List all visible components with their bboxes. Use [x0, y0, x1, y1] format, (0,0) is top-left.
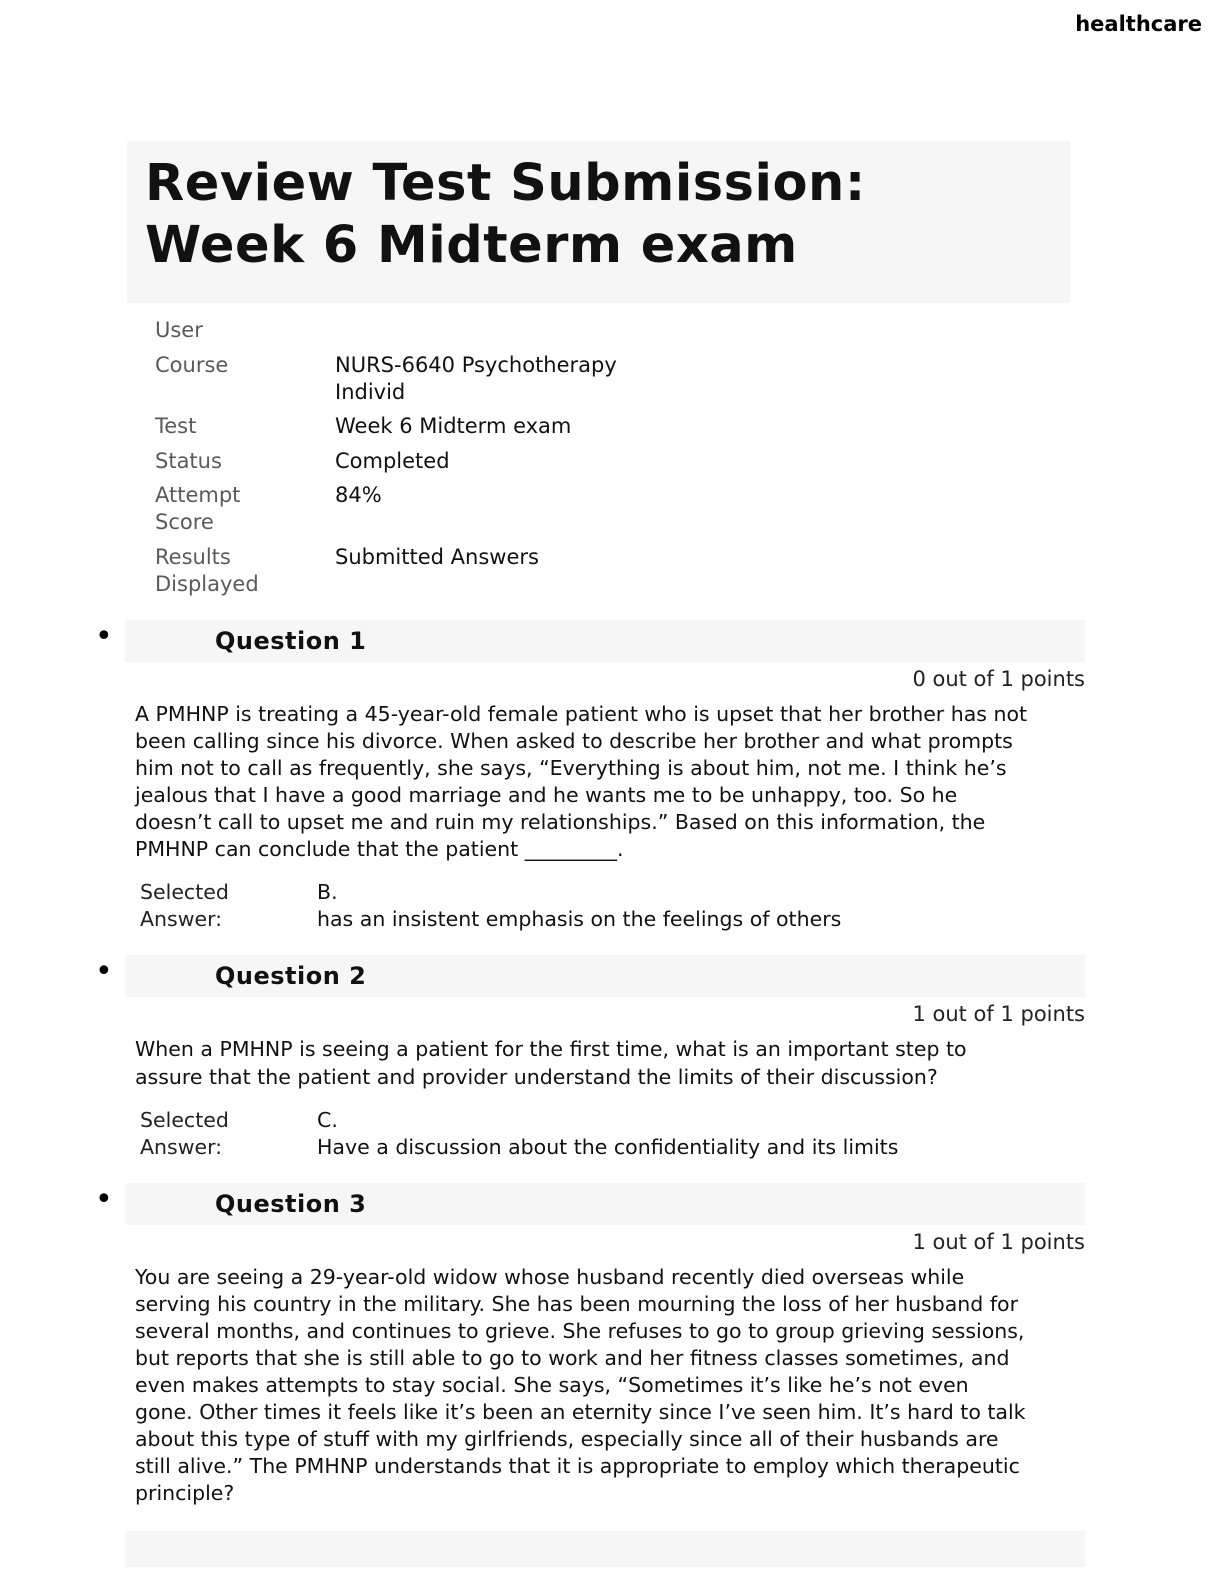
meta-label: Results Displayed	[155, 544, 259, 596]
question-header	[125, 1183, 1085, 1225]
selected-answer-value	[317, 1107, 898, 1161]
bullet-icon: •	[95, 1181, 113, 1217]
page-title-line-2: Week 6 Midterm exam	[145, 216, 798, 276]
question-points: 0 out of 1 points	[912, 667, 1085, 692]
selected-answer-row	[140, 879, 1224, 933]
answer-letter: B.	[317, 880, 338, 905]
next-question-header-partial	[125, 1531, 1085, 1567]
meta-value: Submitted Answers	[335, 544, 539, 569]
watermark: healthcare	[1075, 12, 1202, 36]
meta-value: Week 6 Midterm exam	[335, 414, 572, 439]
page-title-line-1: Review Test Submission:	[145, 154, 866, 213]
meta-row-attempt-score	[155, 482, 1224, 537]
meta-label: Status	[155, 448, 222, 473]
meta-row-results-displayed	[155, 544, 1224, 599]
question-header	[125, 620, 1085, 662]
question-title: Question 2	[215, 962, 367, 991]
meta-row-course	[155, 352, 1224, 407]
bullet-icon: •	[95, 619, 113, 655]
meta-value: NURS-6640 Psychotherapy Individ	[335, 352, 617, 405]
question-section-2	[95, 955, 1224, 1160]
question-title: Question 3	[215, 1189, 367, 1218]
answer-text: Have a discussion about the confidentiality and its limits	[317, 1134, 899, 1159]
question-section-1	[95, 620, 1224, 933]
meta-label: Test	[155, 414, 197, 439]
selected-answer-label: Selected Answer:	[140, 880, 229, 932]
selected-answer-label: Selected Answer:	[140, 1107, 229, 1159]
question-title: Question 1	[215, 627, 367, 656]
meta-row-user	[155, 317, 1224, 344]
question-body: When a PMHNP is seeing a patient for the first time, what is an important step to assure that the patient and provider understand the limits of their discussion?	[135, 1037, 967, 1089]
meta-label: User	[155, 318, 203, 343]
meta-label: Attempt Score	[155, 482, 241, 535]
question-section-3	[95, 1183, 1224, 1507]
answer-text: has an insistent emphasis on the feelings of others	[317, 907, 842, 932]
question-points: 1 out of 1 points	[912, 1229, 1085, 1254]
question-body: A PMHNP is treating a 45-year-old female patient who is upset that her brother has not been calling since his divorce. When asked to describe her brother and what prompts him not to call as frequently, she says, “Everything is about him, not me. I think he’s jealous that I have a good marriage and he wants me to be unhappy, too. So he doesn’t call to upset me and ruin my relationships.” Based on this information, the PMHNP can conclude that the patient _________.	[135, 702, 1028, 862]
answer-letter: C.	[317, 1107, 338, 1132]
meta-value: Completed	[335, 448, 450, 473]
bullet-icon: •	[95, 954, 113, 990]
submission-meta	[155, 317, 1224, 598]
meta-label: Course	[155, 352, 229, 377]
question-header	[125, 955, 1085, 997]
selected-answer-value	[317, 879, 841, 933]
meta-row-status	[155, 448, 1224, 475]
question-body: You are seeing a 29-year-old widow whose husband recently died overseas while serving his country in the military. She has been mourning the loss of her husband for several months, and continues to grieve. She refuses to go to group grieving sessions, but reports that she is still able to go to work and her fitness classes sometimes, and even makes attempts to stay social. She says, “Sometimes it’s like he’s not even gone. Other times it feels like it’s been an eternity since I’ve seen him. It’s hard to talk about this type of stuff with my girlfriends, especially since all of their husbands are still alive.” The PMHNP understands that it is appropriate to employ which therapeutic principle?	[135, 1264, 1026, 1506]
page-title	[127, 141, 1070, 303]
meta-row-test	[155, 413, 1224, 440]
meta-value: 84%	[335, 482, 382, 507]
question-points: 1 out of 1 points	[912, 1002, 1085, 1027]
selected-answer-row	[140, 1107, 1224, 1161]
